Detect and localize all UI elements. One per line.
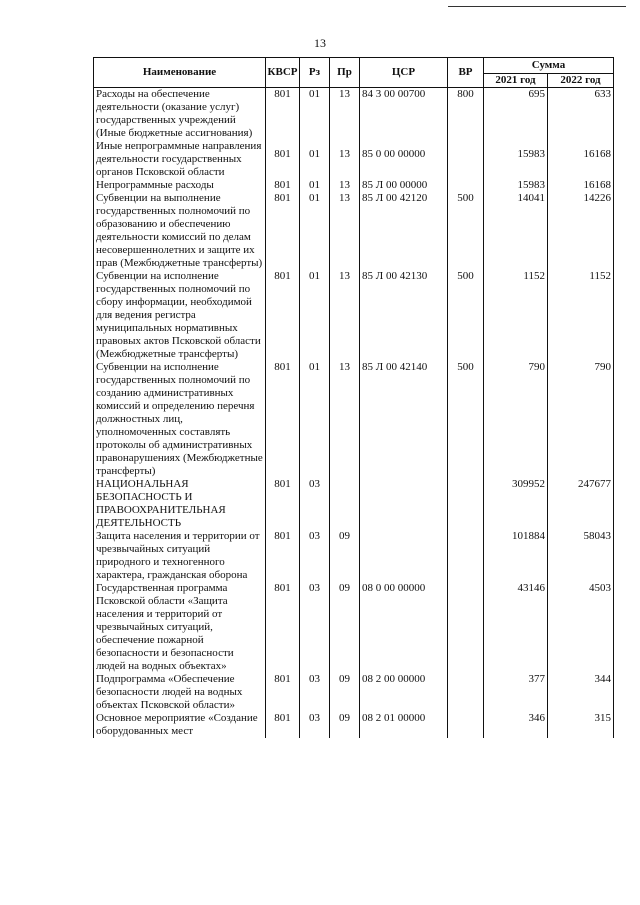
row-kvsr: 801 — [266, 88, 300, 141]
row-2022: 16168 — [548, 140, 614, 179]
header-pr: Пр — [330, 58, 360, 88]
row-rz: 03 — [300, 673, 330, 712]
row-rz: 01 — [300, 192, 330, 270]
row-name: Государственная программа Псковской области «Защита населения и территорий от чрезвычайных ситуаций, обеспечение пожарной безопасности и безопасности людей на водных объектах» — [94, 582, 266, 673]
row-pr: 13 — [330, 140, 360, 179]
row-pr: 09 — [330, 582, 360, 673]
table-row — [94, 179, 614, 192]
header-sum: Сумма — [484, 58, 614, 74]
row-2022: 4503 — [548, 582, 614, 673]
row-2022: 14226 — [548, 192, 614, 270]
row-csr: 85 Л 00 42140 — [360, 361, 448, 478]
row-vr: 500 — [448, 270, 484, 361]
row-pr: 13 — [330, 270, 360, 361]
row-name: Иные непрограммные направления деятельности государственных органов Псковской области — [94, 140, 266, 179]
row-pr: 13 — [330, 88, 360, 141]
header-csr: ЦСР — [360, 58, 448, 88]
table-row — [94, 140, 614, 179]
table-row — [94, 712, 614, 738]
header-vr: ВР — [448, 58, 484, 88]
table-row — [94, 478, 614, 530]
row-2022: 790 — [548, 361, 614, 478]
row-kvsr: 801 — [266, 530, 300, 582]
table-row — [94, 582, 614, 673]
row-2021: 309952 — [484, 478, 548, 530]
row-rz: 01 — [300, 179, 330, 192]
header-kvsr: КВСР — [266, 58, 300, 88]
row-pr: 13 — [330, 192, 360, 270]
row-rz: 03 — [300, 530, 330, 582]
row-2021: 15983 — [484, 140, 548, 179]
row-2022: 315 — [548, 712, 614, 738]
row-rz: 03 — [300, 478, 330, 530]
row-name: НАЦИОНАЛЬНАЯ БЕЗОПАСНОСТЬ И ПРАВООХРАНИТЕЛЬНАЯ ДЕЯТЕЛЬНОСТЬ — [94, 478, 266, 530]
row-kvsr: 801 — [266, 712, 300, 738]
row-pr: 13 — [330, 179, 360, 192]
row-rz: 03 — [300, 582, 330, 673]
header-year-2021: 2021 год — [484, 74, 548, 88]
row-pr: 09 — [330, 530, 360, 582]
row-vr — [448, 478, 484, 530]
row-name: Субвенции на исполнение государственных полномочий по сбору информации, необходимой для ведения регистра муниципальных нормативных правовых актов Псковской области (Межбюджетные трансферты) — [94, 270, 266, 361]
table-row — [94, 192, 614, 270]
row-vr: 800 — [448, 88, 484, 141]
row-name: Подпрограмма «Обеспечение безопасности людей на водных объектах Псковской области» — [94, 673, 266, 712]
row-name: Основное мероприятие «Создание оборудованных мест — [94, 712, 266, 738]
row-kvsr: 801 — [266, 361, 300, 478]
row-csr: 85 Л 00 42120 — [360, 192, 448, 270]
table-row — [94, 88, 614, 141]
row-kvsr: 801 — [266, 140, 300, 179]
row-name: Непрограммные расходы — [94, 179, 266, 192]
header-rz: Рз — [300, 58, 330, 88]
row-rz: 01 — [300, 270, 330, 361]
table-row — [94, 270, 614, 361]
row-csr: 08 2 01 00000 — [360, 712, 448, 738]
row-csr: 08 0 00 00000 — [360, 582, 448, 673]
row-csr: 85 Л 00 42130 — [360, 270, 448, 361]
row-2021: 15983 — [484, 179, 548, 192]
header-name: Наименование — [94, 58, 266, 88]
row-vr — [448, 673, 484, 712]
budget-table — [93, 57, 614, 738]
row-vr — [448, 530, 484, 582]
row-2022: 344 — [548, 673, 614, 712]
row-2022: 247677 — [548, 478, 614, 530]
row-csr: 08 2 00 00000 — [360, 673, 448, 712]
row-pr: 13 — [330, 361, 360, 478]
row-2021: 695 — [484, 88, 548, 141]
row-vr — [448, 179, 484, 192]
row-rz: 01 — [300, 140, 330, 179]
row-rz: 01 — [300, 361, 330, 478]
row-2022: 16168 — [548, 179, 614, 192]
row-vr — [448, 712, 484, 738]
row-kvsr: 801 — [266, 478, 300, 530]
row-2022: 633 — [548, 88, 614, 141]
header-year-2022: 2022 год — [548, 74, 614, 88]
row-2021: 1152 — [484, 270, 548, 361]
page-number: 13 — [314, 36, 326, 50]
row-kvsr: 801 — [266, 179, 300, 192]
row-2021: 14041 — [484, 192, 548, 270]
row-pr: 09 — [330, 712, 360, 738]
table-row — [94, 361, 614, 478]
row-2021: 43146 — [484, 582, 548, 673]
row-name: Субвенции на выполнение государственных полномочий по образованию и обеспечению деятельности комиссий по делам несовершеннолетних и защите их прав (Межбюджетные трансферты) — [94, 192, 266, 270]
row-2021: 101884 — [484, 530, 548, 582]
row-name: Расходы на обеспечение деятельности (оказание услуг) государственных учреждений (Иные бюджетные ассигнования) — [94, 88, 266, 141]
row-2021: 790 — [484, 361, 548, 478]
table-body — [94, 88, 614, 739]
row-kvsr: 801 — [266, 582, 300, 673]
row-2021: 346 — [484, 712, 548, 738]
row-vr: 500 — [448, 361, 484, 478]
row-csr: 85 0 00 00000 — [360, 140, 448, 179]
row-vr — [448, 582, 484, 673]
row-vr — [448, 140, 484, 179]
row-name: Субвенции на исполнение государственных полномочий по созданию административных комиссий и определению перечня должностных лиц, уполномоченных составлять протоколы об административных правонарушениях (Межбюджетные трансферты) — [94, 361, 266, 478]
row-csr: 85 Л 00 00000 — [360, 179, 448, 192]
row-2022: 58043 — [548, 530, 614, 582]
row-pr: 09 — [330, 673, 360, 712]
top-rule — [448, 6, 626, 7]
row-kvsr: 801 — [266, 673, 300, 712]
row-csr: 84 3 00 00700 — [360, 88, 448, 141]
row-csr — [360, 530, 448, 582]
row-pr — [330, 478, 360, 530]
table-row — [94, 673, 614, 712]
table-row — [94, 530, 614, 582]
row-kvsr: 801 — [266, 270, 300, 361]
row-rz: 01 — [300, 88, 330, 141]
row-name: Защита населения и территории от чрезвычайных ситуаций природного и техногенного характера, гражданская оборона — [94, 530, 266, 582]
row-vr: 500 — [448, 192, 484, 270]
row-csr — [360, 478, 448, 530]
row-kvsr: 801 — [266, 192, 300, 270]
row-rz: 03 — [300, 712, 330, 738]
row-2021: 377 — [484, 673, 548, 712]
row-2022: 1152 — [548, 270, 614, 361]
